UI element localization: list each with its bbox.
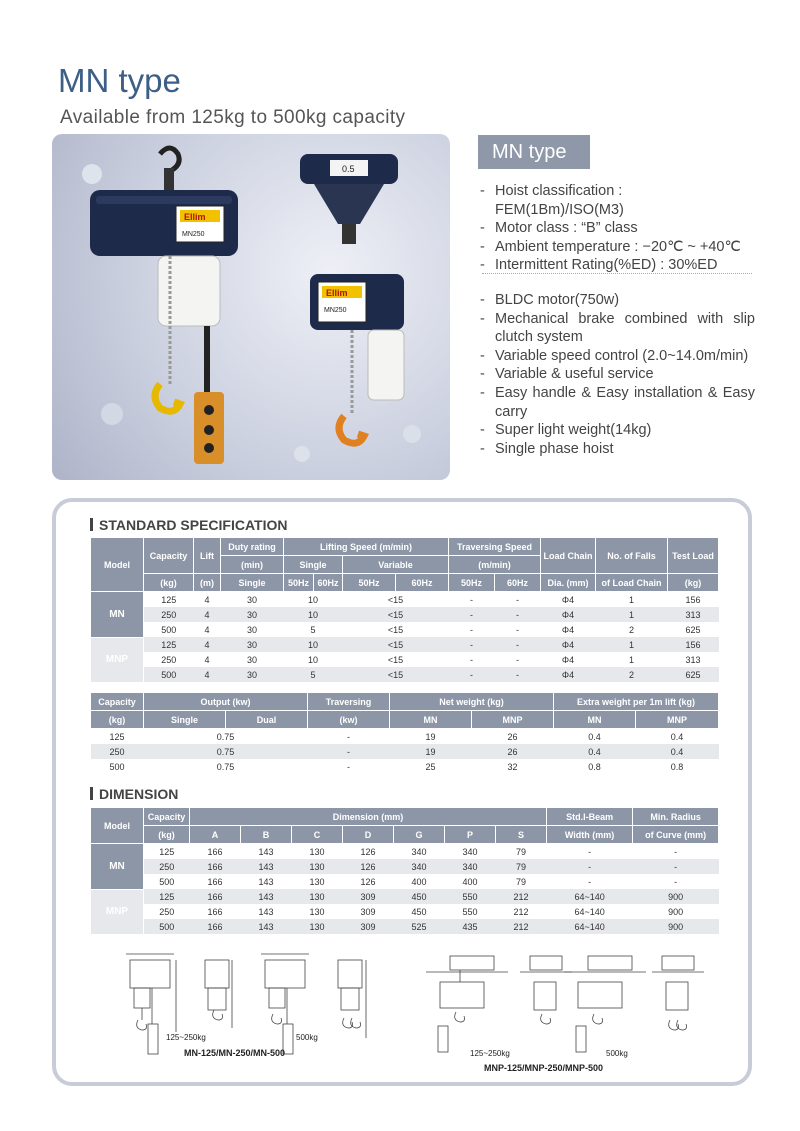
standard-spec-title: STANDARD SPECIFICATION (99, 517, 288, 533)
cell: 156 (668, 637, 719, 652)
cell: 313 (685, 654, 701, 665)
col-capacity-unit: (kg) (144, 574, 194, 592)
label-mn-large: 500kg (296, 1033, 318, 1042)
cell: 130 (292, 919, 343, 934)
col-hz60: 60Hz (314, 574, 343, 592)
cell: 5 (310, 624, 316, 635)
cell: 143 (241, 919, 292, 934)
cell: 19 (390, 744, 472, 759)
cell: - (470, 654, 473, 665)
brand-label-left: Ellim (184, 212, 206, 222)
cell: <15 (343, 637, 449, 652)
cell: 30 (246, 624, 257, 635)
cell: 125 (159, 846, 175, 857)
col-b: B (241, 826, 292, 844)
col-d: D (343, 826, 394, 844)
cell: Φ4 (561, 594, 575, 605)
cell: - (470, 624, 473, 635)
page-subtitle: Available from 125kg to 500kg capacity (60, 107, 406, 128)
cell: 250 (91, 744, 144, 759)
cell: 126 (343, 859, 394, 874)
table-row (91, 667, 719, 682)
col-output: Output (kw) (144, 693, 308, 711)
model-cell: MN (91, 592, 144, 638)
col-traversing-unit: (kw) (308, 711, 390, 729)
standard-spec-table (90, 537, 719, 683)
table-row (91, 622, 719, 637)
cell: 340 (411, 846, 427, 857)
feature-list (480, 291, 755, 458)
model-cell: MNP (91, 889, 144, 934)
cell: 143 (258, 876, 274, 887)
drawings-svg (90, 942, 718, 1060)
cell: <15 (387, 594, 404, 605)
table-row (91, 844, 719, 860)
col-capacity-unit: (kg) (91, 711, 144, 729)
cell: 400 (462, 876, 478, 887)
cell: 400 (411, 876, 427, 887)
cell: 500 (144, 667, 194, 682)
cell: 340 (394, 859, 445, 874)
spec-item: - Intermittent Rating(%ED) : 30%ED (480, 256, 755, 275)
label-mnp-small: 125~250kg (470, 1049, 510, 1058)
dimension-title: DIMENSION (99, 786, 179, 802)
col-var-hz50: 50Hz (343, 574, 396, 592)
col-beam-unit: Width (mm) (547, 826, 633, 844)
cell: 156 (685, 594, 701, 605)
cell: 900 (668, 906, 684, 917)
cell: - (588, 846, 592, 857)
col-extra-mn: MN (554, 711, 636, 729)
cell: 166 (190, 919, 241, 934)
cell: 30 (221, 637, 284, 652)
cell: 313 (668, 607, 719, 622)
label-mnp-large: 500kg (606, 1049, 628, 1058)
cell: 5 (284, 667, 343, 682)
cell: 64~140 (547, 919, 633, 934)
cell: - (633, 859, 719, 874)
cell: 500 (161, 624, 177, 635)
col-traversing-speed: Traversing Speed (449, 538, 541, 556)
col-model: Model (91, 808, 144, 844)
cell: 309 (343, 889, 394, 904)
col-net-mnp: MNP (472, 711, 554, 729)
cell: 250 (144, 859, 190, 874)
cell: Φ4 (561, 624, 575, 635)
col-c: C (292, 826, 343, 844)
col-p: P (445, 826, 496, 844)
cell: 130 (292, 889, 343, 904)
col-lift: Lift (194, 538, 221, 574)
cell: 212 (513, 906, 529, 917)
standard-spec-heading (90, 517, 287, 533)
cell: 10 (284, 607, 343, 622)
cell: - (449, 637, 495, 652)
cell: <15 (343, 607, 449, 622)
cell: 0.4 (670, 731, 684, 742)
cell: 0.75 (144, 744, 308, 759)
cell: - (588, 876, 592, 887)
spec-item: - Motor class : “B” class (480, 219, 755, 238)
col-extra-mnp: MNP (636, 711, 719, 729)
col-trav-hz50: 50Hz (449, 574, 495, 592)
table-row (91, 874, 719, 889)
col-model: Model (91, 538, 144, 592)
cell: 166 (207, 846, 223, 857)
cell: <15 (387, 624, 404, 635)
table-row (91, 729, 719, 745)
cell: 32 (507, 761, 518, 772)
cell: 143 (241, 889, 292, 904)
label-mn-small: 125~250kg (166, 1033, 206, 1042)
model-label-left: MN250 (182, 231, 205, 238)
table-row (91, 652, 719, 667)
cell: - (674, 846, 678, 857)
col-capacity-unit: (kg) (144, 826, 190, 844)
col-beam: Std.I-Beam (547, 808, 633, 826)
col-a: A (190, 826, 241, 844)
cell: 450 (394, 889, 445, 904)
cell: 550 (462, 906, 478, 917)
cell: 130 (292, 859, 343, 874)
cell: 19 (425, 731, 436, 742)
cell: 79 (516, 846, 527, 857)
col-var-hz60: 60Hz (396, 574, 449, 592)
col-net-weight: Net weight (kg) (390, 693, 554, 711)
cell: 2 (629, 624, 635, 635)
page-title: MN type (58, 62, 181, 99)
cell: 143 (241, 859, 292, 874)
col-output-single: Single (144, 711, 226, 729)
cell: 143 (258, 846, 274, 857)
cell: 900 (633, 889, 719, 904)
col-test-unit: (kg) (668, 574, 719, 592)
cell: 0.4 (588, 731, 601, 742)
model-label-right: MN250 (324, 307, 347, 314)
cell: 1 (596, 607, 668, 622)
cell: 4 (204, 654, 210, 665)
table-row (91, 889, 719, 904)
cell: Φ4 (561, 654, 575, 665)
cell: 30 (221, 667, 284, 682)
cell: 1 (596, 637, 668, 652)
cell: 340 (462, 846, 478, 857)
cell: 309 (343, 919, 394, 934)
cell: - (470, 594, 473, 605)
table-row (91, 607, 719, 622)
cell: - (347, 761, 350, 772)
cell: - (516, 594, 519, 605)
cell: 125 (161, 594, 177, 605)
cell: 166 (207, 906, 223, 917)
col-dimension: Dimension (mm) (190, 808, 547, 826)
feature-item: - Easy handle & Easy installation & Easy carry (480, 384, 755, 421)
col-radius: Min. Radius (633, 808, 719, 826)
spec-item: - Ambient temperature : −20℃ ~ +40℃ (480, 238, 755, 257)
cell: 26 (507, 731, 518, 742)
cell: 0.8 (588, 761, 601, 772)
feature-item: - Variable & useful service (480, 365, 755, 384)
table-row (91, 744, 719, 759)
feature-item: - Single phase hoist (480, 440, 755, 459)
cell: 4 (194, 637, 221, 652)
cell: 435 (445, 919, 496, 934)
cell: 0.75 (216, 761, 235, 772)
cell: 0.4 (636, 744, 719, 759)
cell: - (547, 859, 633, 874)
dimension-heading (90, 786, 178, 802)
cell: 25 (425, 761, 436, 772)
cell: 30 (246, 654, 257, 665)
col-duty: Duty rating (221, 538, 284, 556)
cell: 10 (307, 654, 318, 665)
cell: Φ4 (541, 607, 596, 622)
cell: 166 (190, 859, 241, 874)
feature-item: - Variable speed control (2.0~14.0m/min) (480, 347, 755, 366)
cell: 4 (194, 667, 221, 682)
col-net-mn: MN (390, 711, 472, 729)
cell: 340 (445, 859, 496, 874)
cell: 212 (496, 889, 547, 904)
cell: - (495, 637, 541, 652)
cell: 2 (596, 667, 668, 682)
divider (482, 273, 752, 274)
col-traversing: Traversing (308, 693, 390, 711)
trolley-label: 0.5 (342, 164, 355, 174)
cell: 166 (190, 889, 241, 904)
cell: 0.4 (554, 744, 636, 759)
hoist-illustration (52, 134, 450, 480)
table-row (91, 859, 719, 874)
feature-item: - Super light weight(14kg) (480, 421, 755, 440)
dimension-table (90, 807, 719, 935)
cell: 64~140 (547, 889, 633, 904)
cell: 10 (284, 637, 343, 652)
cell: 309 (360, 906, 376, 917)
cell: 450 (411, 906, 427, 917)
col-extra-weight: Extra weight per 1m lift (kg) (554, 693, 719, 711)
cell: 10 (307, 594, 318, 605)
cell: 79 (496, 859, 547, 874)
cell: 26 (472, 744, 554, 759)
cell: 79 (516, 876, 527, 887)
cell: 500 (144, 919, 190, 934)
cell: - (495, 607, 541, 622)
cell: 30 (221, 607, 284, 622)
cell: Φ4 (541, 667, 596, 682)
caption-mn: MN-125/MN-250/MN-500 (184, 1048, 286, 1058)
cell: - (308, 744, 390, 759)
col-duty-single: Single (221, 574, 284, 592)
cell: - (449, 667, 495, 682)
cell: 130 (309, 906, 325, 917)
cell: 4 (194, 607, 221, 622)
cell: 166 (207, 876, 223, 887)
cell: 125 (144, 889, 190, 904)
table-row (91, 904, 719, 919)
caption-mnp: MNP-125/MNP-250/MNP-500 (484, 1063, 604, 1073)
cell: - (516, 624, 519, 635)
feature-item: - BLDC motor(750w) (480, 291, 755, 310)
col-capacity: Capacity (91, 693, 144, 711)
cell: 30 (246, 594, 257, 605)
cell: 525 (394, 919, 445, 934)
cell: 125 (109, 731, 125, 742)
col-radius-unit: of Curve (mm) (633, 826, 719, 844)
col-output-dual: Dual (226, 711, 308, 729)
output-weight-table (90, 692, 719, 774)
col-duty-unit: (min) (221, 556, 284, 574)
cell: 212 (496, 919, 547, 934)
product-photo (52, 134, 450, 480)
col-chain-dia: Dia. (mm) (541, 574, 596, 592)
cell: 900 (633, 919, 719, 934)
table-row (91, 759, 719, 774)
col-lifting-variable: Variable (343, 556, 449, 574)
table-row (91, 919, 719, 934)
cell: - (495, 667, 541, 682)
cell: 500 (159, 876, 175, 887)
col-g: G (394, 826, 445, 844)
spec-list (480, 182, 755, 275)
model-cell: MN (91, 844, 144, 890)
col-capacity: Capacity (144, 538, 194, 574)
cell: 1 (629, 594, 635, 605)
cell: <15 (387, 654, 404, 665)
cell: 625 (668, 667, 719, 682)
cell: 4 (204, 624, 210, 635)
dimension-drawings (90, 942, 718, 1060)
cell: 250 (159, 906, 175, 917)
feature-item: - Mechanical brake combined with slip clutch system (480, 310, 755, 347)
cell: - (516, 654, 519, 665)
col-lift-unit: (m) (194, 574, 221, 592)
cell: 0.8 (670, 761, 684, 772)
cell: 130 (309, 876, 325, 887)
cell: <15 (343, 667, 449, 682)
cell: 126 (360, 846, 376, 857)
col-falls: No. of Falls (596, 538, 668, 574)
col-traversing-unit: (m/min) (449, 556, 541, 574)
col-lifting-speed: Lifting Speed (m/min) (284, 538, 449, 556)
cell: Φ4 (541, 637, 596, 652)
cell: - (674, 876, 678, 887)
cell: 126 (360, 876, 376, 887)
cell: 500 (109, 761, 125, 772)
cell: 130 (309, 846, 325, 857)
cell: 143 (258, 906, 274, 917)
col-test-load: Test Load (668, 538, 719, 574)
cell: 0.75 (216, 731, 235, 742)
col-lifting-single: Single (284, 556, 343, 574)
col-falls-unit: of Load Chain (596, 574, 668, 592)
cell: 550 (445, 889, 496, 904)
col-load-chain: Load Chain (541, 538, 596, 574)
cell: 4 (204, 594, 210, 605)
cell: - (449, 607, 495, 622)
cell: 250 (144, 607, 194, 622)
cell: - (347, 731, 350, 742)
cell: 1 (629, 654, 635, 665)
col-hz50: 50Hz (284, 574, 314, 592)
type-tag: MN type (478, 135, 590, 169)
spec-item: - Hoist classification : FEM(1Bm)/ISO(M3) (480, 182, 755, 219)
col-trav-hz60: 60Hz (495, 574, 541, 592)
col-s: S (496, 826, 547, 844)
table-row (91, 637, 719, 652)
table-row (91, 592, 719, 608)
cell: 125 (144, 637, 194, 652)
cell: 250 (161, 654, 177, 665)
brand-label-right: Ellim (326, 288, 348, 298)
cell: 64~140 (574, 906, 605, 917)
col-capacity: Capacity (144, 808, 190, 826)
model-cell: MNP (91, 637, 144, 682)
cell: 625 (685, 624, 701, 635)
